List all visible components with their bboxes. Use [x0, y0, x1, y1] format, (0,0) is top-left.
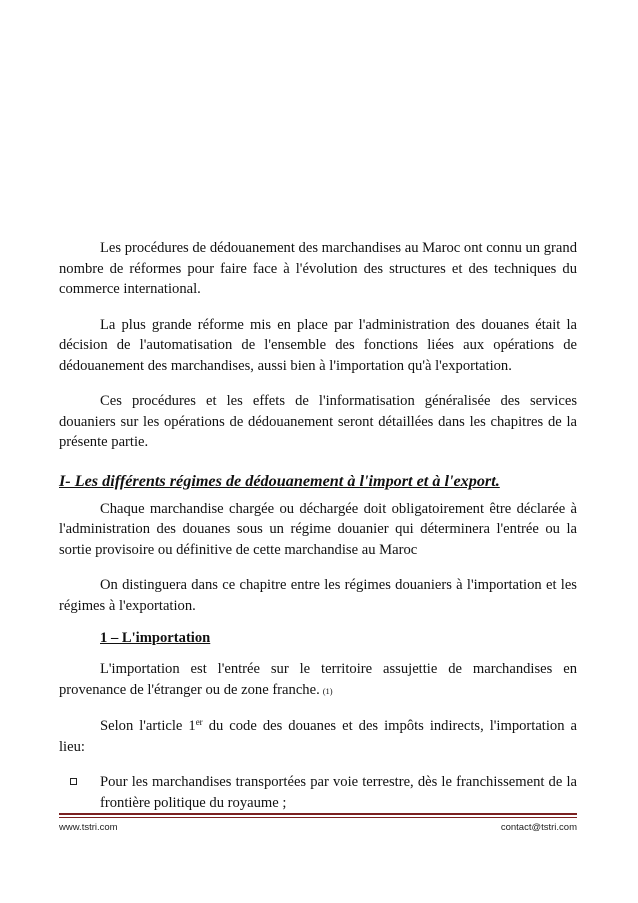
bullet-item: [59, 772, 577, 813]
subsection-heading: 1 – L'importation: [100, 630, 211, 646]
intro-paragraph-2: La plus grande réforme mis en place par l'administration des douanes était la décision de l'automatisation de l'ensemble des fonctions liées aux opérations de dédouanement des marchandises, aussi bien à l'importation qu'à l'exportation.: [59, 316, 577, 374]
footer-website: www.tstri.com: [59, 822, 118, 833]
article-paragraph: [59, 716, 577, 757]
article-text-before: Selon l'article 1: [100, 718, 196, 734]
bullet-text: Pour les marchandises transportées par voie terrestre, dès le franchissement de la frontière politique du royaume ;: [100, 774, 577, 811]
importation-definition: [59, 659, 577, 701]
definition-text: L'importation est l'entrée sur le territoire assujettie de marchandises en provenance de l'étranger ou de zone franche.: [59, 661, 577, 698]
page-content: [59, 238, 577, 813]
ordinal-superscript: er: [195, 717, 203, 727]
checkbox-bullet-icon: [70, 778, 77, 785]
section-paragraph-1: Chaque marchandise chargée ou déchargée doit obligatoirement être déclarée à l'administration des douanes sous un régime douanier qui déterminera l'entrée ou la sortie provisoire ou définitive de cette marchandise au Maroc: [59, 500, 577, 558]
intro-paragraph-1: Les procédures de dédouanement des marchandises au Maroc ont connu un grand nombre de réformes pour faire face à l'évolution des structures et des techniques du commerce international.: [59, 240, 577, 297]
article-text-after: du code des douanes et des impôts indirects, l'importation a lieu:: [59, 718, 577, 755]
footer-email: contact@tstri.com: [500, 822, 577, 833]
section-heading: I- Les différents régimes de dédouanement à l'import et à l'export.: [59, 471, 500, 490]
footer-rule-thick: [59, 813, 577, 815]
footer-rule-thin: [59, 817, 577, 818]
intro-paragraph-3: Ces procédures et les effets de l'informatisation généralisée des services douaniers sur les opérations de dédouanement seront détaillées dans les chapitres de la présente partie.: [59, 393, 577, 450]
footnote-reference: (1): [322, 685, 333, 696]
section-paragraph-2: On distinguera dans ce chapitre entre les régimes douaniers à l'importation et les régimes à l'exportation.: [59, 577, 577, 614]
